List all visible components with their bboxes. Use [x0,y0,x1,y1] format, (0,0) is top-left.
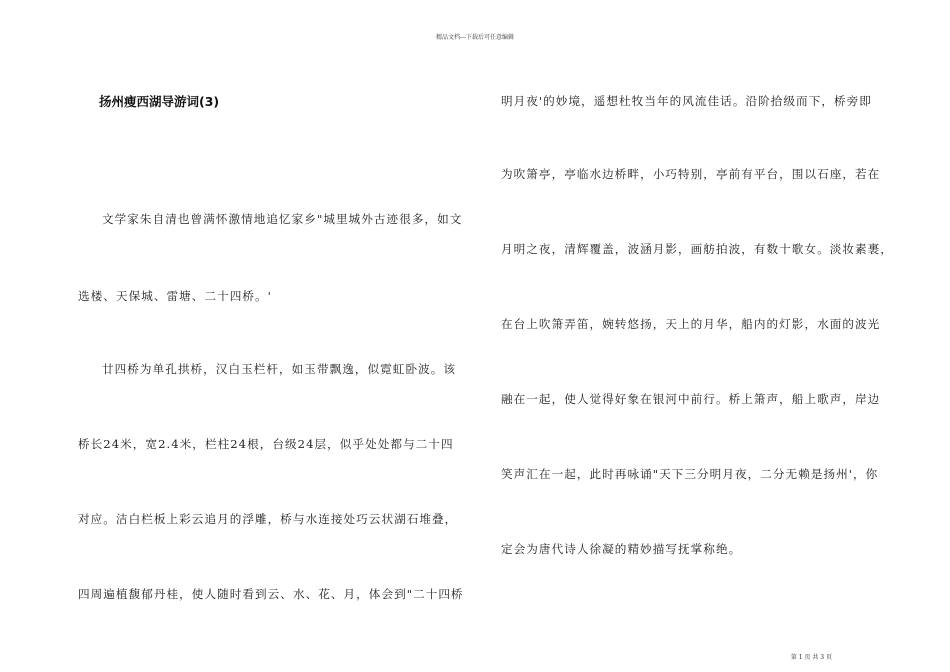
right-line-7: 定会为唐代诗人徐凝的精妙描写抚掌称绝。 [501,542,742,556]
left-line-3: 廿四桥为单孔拱桥，汉白玉栏杆，如玉带飘逸，似霓虹卧波。该 [102,362,457,376]
right-line-4: 在台上吹箫弄笛，婉转悠扬，天上的月华，船内的灯影，水面的波光 [501,317,881,331]
right-line-1: 明月夜'的妙境，遥想杜牧当年的风流佳话。沿阶拾级而下，桥旁即 [501,94,872,108]
right-line-6: 笑声汇在一起，此时再咏诵"天下三分明月夜，二分无赖是扬州'，你 [501,467,879,481]
page-header: 精品文档---下载后可任意编辑 [435,34,515,41]
right-line-2: 为吹箫亭，亭临水边桥畔，小巧特别，亭前有平台，围以石座，若在 [501,167,881,181]
left-line-4: 桥长24米，宽2.4米，栏柱24根，台级24层，似乎处处都与二十四 [78,437,454,451]
left-line-2: 选楼、天保城、雷塘、二十四桥。' [78,289,272,303]
right-line-3: 月明之夜，清辉覆盖，波涵月影，画舫拍波，有数十歌女。淡妆素裹， [501,242,893,256]
left-line-6: 四周遍植馥郁丹桂，使人随时看到云、水、花、月，体会到"二十四桥 [78,587,464,601]
left-line-5: 对应。洁白栏板上彩云追月的浮雕，桥与水连接处巧云状湖石堆叠， [78,512,458,526]
page-number: 第 1 页 共 3 页 [790,654,832,661]
document-title: 扬州瘦西湖导游词(3) [99,94,220,109]
right-line-5: 融在一起，使人觉得好象在银河中前行。桥上箫声，船上歌声，岸边 [501,392,881,406]
left-line-1: 文学家朱自清也曾满怀激情地追忆家乡"城里城外古迹很多，如文 [102,212,463,226]
